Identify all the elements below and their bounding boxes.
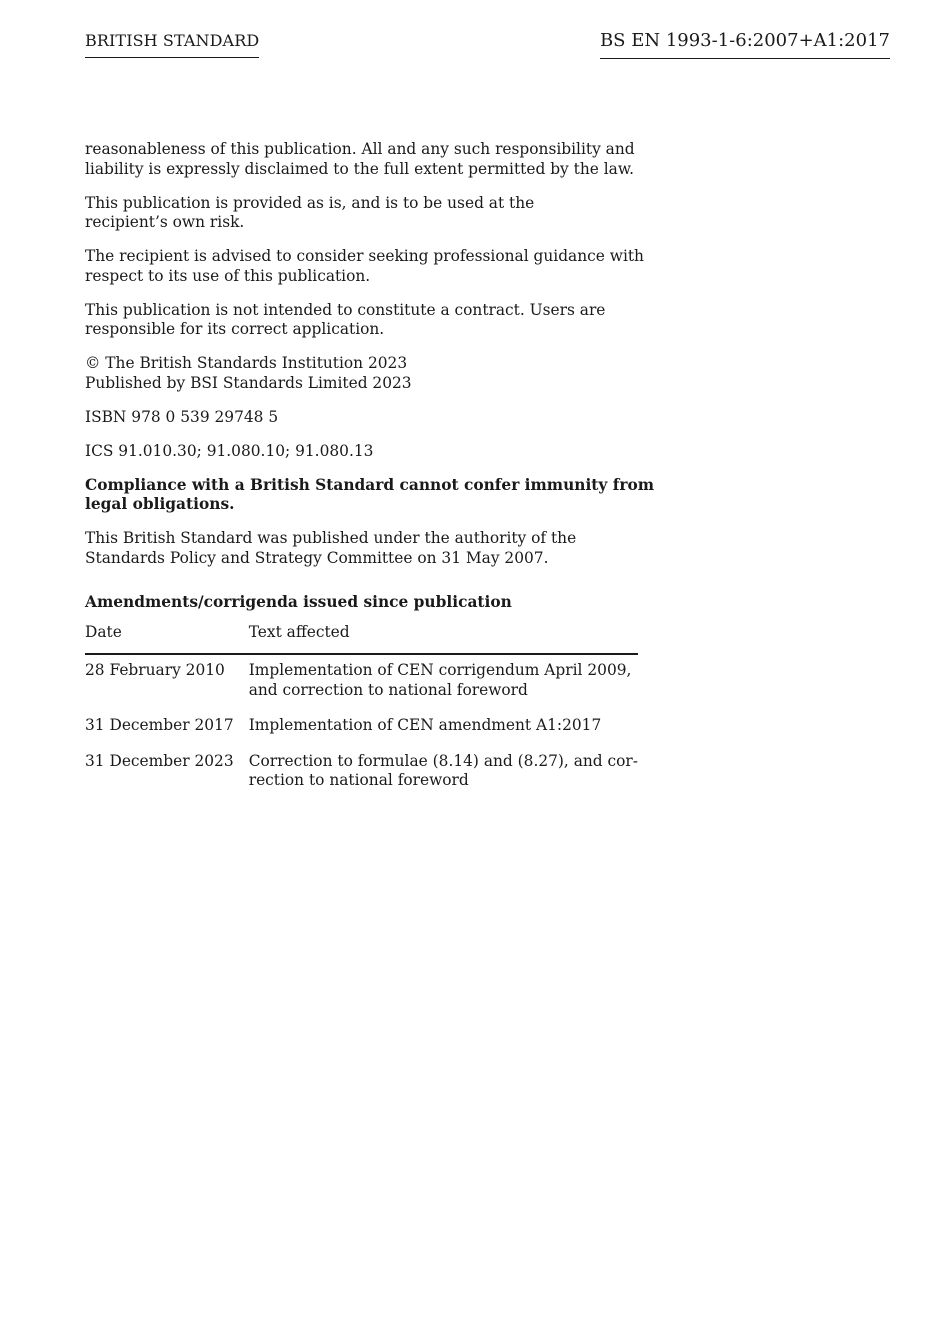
text-line: © The British Standards Institution 2023 — [85, 354, 408, 372]
isbn — [85, 408, 640, 428]
risk-paragraph — [85, 194, 640, 233]
text-line: rection to national foreword — [248, 771, 469, 789]
amendment-text — [249, 752, 638, 807]
text-line: responsible for its correct application. — [85, 320, 385, 338]
column-header-date: Date — [85, 617, 249, 655]
contract-paragraph — [85, 301, 640, 340]
text-line: and correction to national foreword — [248, 680, 528, 699]
text-line: This British Standard was published under the authority of the — [85, 529, 577, 547]
table-row — [85, 752, 638, 807]
table-header-row — [85, 617, 638, 655]
guidance-paragraph — [85, 247, 644, 286]
amendment-text — [249, 654, 638, 716]
text-line: recipient’s own risk. — [85, 213, 245, 231]
amendments-table — [85, 617, 638, 807]
text-line: Standards Policy and Strategy Committee on 31 May 2007. — [85, 548, 549, 567]
copyright-notice — [85, 354, 640, 393]
text-line: reasonableness of this publication. All and any such responsibility and — [85, 140, 635, 158]
compliance-statement — [85, 475, 654, 515]
authority-paragraph — [85, 529, 640, 568]
text-line: Implementation of CEN corrigendum April 2009, — [248, 661, 632, 679]
running-header-left: BRITISH STANDARD — [85, 31, 259, 58]
text-line: Compliance with a British Standard cannot confer immunity from — [85, 475, 654, 494]
amendments-heading: Amendments/corrigenda issued since publication — [85, 593, 512, 611]
page-content — [85, 140, 654, 807]
text-line: legal obligations. — [85, 495, 235, 513]
amendment-date: 31 December 2017 — [85, 716, 234, 734]
text-line: ICS 91.010.30; 91.080.10; 91.080.13 — [85, 441, 374, 460]
disclaimer-paragraph — [85, 140, 640, 179]
ics-codes — [85, 442, 640, 462]
amendment-date: 31 December 2023 — [85, 751, 234, 770]
amendment-date: 28 February 2010 — [85, 661, 225, 679]
text-line: Implementation of CEN amendment A1:2017 — [248, 716, 602, 734]
running-header-document-number: BS EN 1993-1-6:2007+A1:2017 — [600, 30, 890, 59]
text-line: Correction to formulae (8.14) and (8.27), and cor- — [248, 751, 638, 770]
amendment-text — [249, 716, 638, 752]
table-row — [85, 716, 638, 752]
text-line: ISBN 978 0 539 29748 5 — [85, 407, 279, 426]
table-row — [85, 654, 638, 716]
text-line: This publication is provided as is, and is to be used at the — [85, 193, 535, 212]
text-line: This publication is not intended to constitute a contract. Users are — [85, 300, 606, 319]
text-line: Published by BSI Standards Limited 2023 — [85, 373, 412, 392]
text-line: liability is expressly disclaimed to the full extent permitted by the law. — [85, 159, 635, 178]
text-line: The recipient is advised to consider seeking professional guidance with — [85, 247, 644, 265]
column-header-text-affected: Text affected — [249, 617, 638, 655]
text-line: respect to its use of this publication. — [85, 266, 371, 285]
